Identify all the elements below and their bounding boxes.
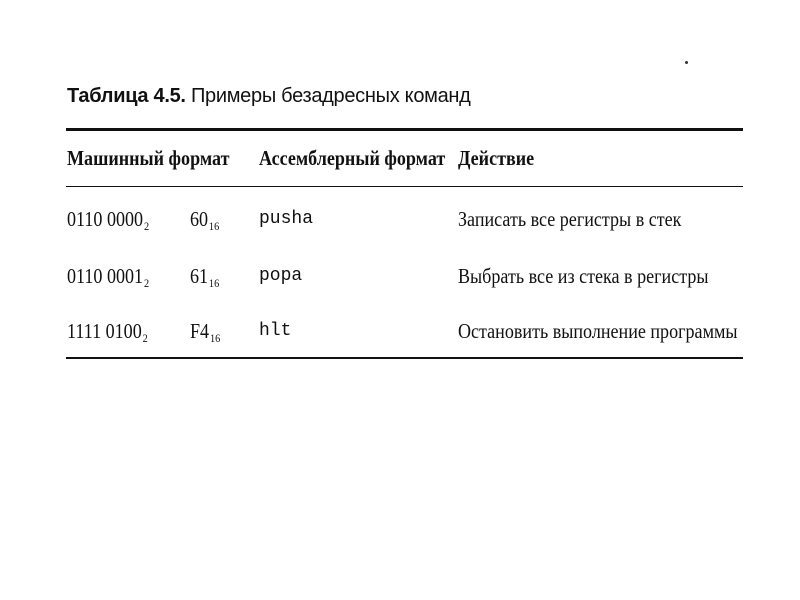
table-top-rule xyxy=(66,128,743,131)
row-2-action: Выбрать все из стека в регистры xyxy=(458,264,709,288)
table-caption xyxy=(67,84,471,108)
row-1-hex xyxy=(190,206,219,232)
table-caption-label: Таблица 4.5. xyxy=(67,85,186,107)
row-1-hex-value: 60 xyxy=(190,207,209,231)
row-3-hex-value: F4 xyxy=(190,319,210,343)
row-2-hex-value: 61 xyxy=(190,264,209,288)
row-3-asm: hlt xyxy=(259,321,292,341)
row-3-binary-value: 1111 0100 xyxy=(67,319,142,343)
row-2-asm: popa xyxy=(259,266,303,286)
table-caption-text: Примеры безадресных команд xyxy=(190,85,471,107)
table-header-rule xyxy=(66,186,743,187)
scan-speck xyxy=(685,61,688,64)
header-assembler-format: Ассемблерный формат xyxy=(259,146,446,170)
row-1-asm: pusha xyxy=(259,209,314,229)
row-3-hex-base: 16 xyxy=(209,331,221,345)
row-1-action: Записать все регистры в стек xyxy=(458,207,682,231)
table-bottom-rule xyxy=(66,357,743,359)
row-1-binary xyxy=(67,206,149,232)
row-3-hex xyxy=(190,318,220,344)
row-2-binary-base: 2 xyxy=(143,276,150,290)
row-2-hex xyxy=(190,263,219,289)
row-3-binary xyxy=(67,318,148,344)
row-2-hex-base: 16 xyxy=(208,276,220,290)
row-1-binary-value: 0110 0000 xyxy=(67,207,144,231)
row-3-binary-base: 2 xyxy=(142,331,148,345)
header-action: Действие xyxy=(458,146,535,170)
row-2-binary-value: 0110 0001 xyxy=(67,264,144,288)
row-1-hex-base: 16 xyxy=(208,219,220,233)
row-1-binary-base: 2 xyxy=(143,219,150,233)
row-3-action: Остановить выполнение программы xyxy=(458,319,738,343)
header-machine-format: Машинный формат xyxy=(67,146,230,170)
row-2-binary xyxy=(67,263,149,289)
